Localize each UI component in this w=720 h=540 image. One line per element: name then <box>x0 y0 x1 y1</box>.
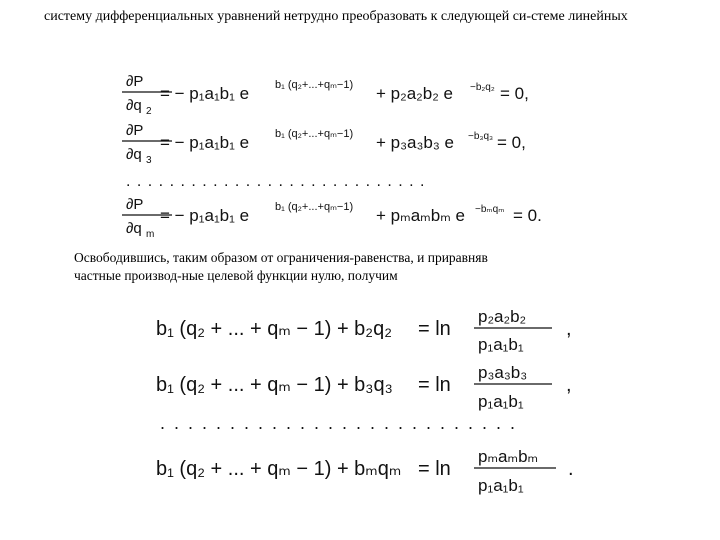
tail-exponent: −b₂q₂ <box>470 82 495 93</box>
equation-body: = − p₁a₁b₁ e <box>160 84 250 103</box>
exponent: b₁ (q₂+...+qₘ−1) <box>275 79 354 91</box>
equation-body: = − p₁a₁b₁ e <box>160 206 250 225</box>
fraction-numerator: pₘaₘbₘ <box>478 447 539 466</box>
denominator-subscript: m <box>146 229 155 240</box>
fraction-denominator: ∂q <box>126 220 142 237</box>
exponent: b₁ (q₂+...+qₘ−1) <box>275 128 354 140</box>
equation-lhs: b₁ (q₂ + ... + qₘ − 1) + b₂q₂ <box>156 318 392 340</box>
fraction-denominator: p₁a₁b₁ <box>478 392 524 411</box>
equation-end: , <box>566 374 572 396</box>
fraction-numerator: p₃a₃b₃ <box>478 363 528 382</box>
exponent: b₁ (q₂+...+qₘ−1) <box>275 201 354 213</box>
equation-lhs: b₁ (q₂ + ... + qₘ − 1) + bₘqₘ <box>156 458 402 480</box>
linear-equation-1 <box>156 307 572 354</box>
equation-body: = − p₁a₁b₁ e <box>160 133 250 152</box>
fraction-denominator: ∂q <box>126 146 142 163</box>
linear-equation-2 <box>156 363 572 411</box>
tail-exponent: −bₘqₘ <box>475 204 505 215</box>
denominator-subscript: 3 <box>146 155 152 166</box>
equals-ln: = ln <box>418 318 451 340</box>
derivative-equation-m <box>122 196 542 240</box>
linear-equation-m <box>156 447 574 495</box>
fraction-denominator: p₁a₁b₁ <box>478 476 524 495</box>
paragraph-line-1: Освободившись, таким образом от ограничения-равенства, и приравняв <box>74 250 488 265</box>
tail-exponent: −b₃q₃ <box>468 131 494 142</box>
fraction-numerator: ∂P <box>126 196 144 213</box>
linear-equation-system <box>0 290 720 540</box>
equation-rhs: = 0, <box>500 84 529 103</box>
ellipsis-row: . . . . . . . . . . . . . . . . . . . . . . . . . . <box>160 413 518 433</box>
equation-rhs: = 0. <box>513 206 542 225</box>
denominator-subscript: 2 <box>146 106 152 117</box>
equation-rhs: = 0, <box>497 133 526 152</box>
intro-text-line: систему дифференциальных уравнений нетрудно преобразовать к следующей си-стеме линейных <box>44 9 628 24</box>
equation-end: . <box>568 458 574 480</box>
equation-lhs: b₁ (q₂ + ... + qₘ − 1) + b₃q₃ <box>156 374 393 396</box>
fraction-denominator: p₁a₁b₁ <box>478 335 524 354</box>
ellipsis-row: . . . . . . . . . . . . . . . . . . . . . . . . . . . . <box>126 173 426 190</box>
derivative-equation-2 <box>122 122 526 166</box>
paragraph-line-2: частные производ-ные целевой функции нулю, получим <box>74 268 398 283</box>
fraction-numerator: ∂P <box>126 73 144 90</box>
equals-ln: = ln <box>418 374 451 396</box>
partial-derivative-system <box>0 0 720 240</box>
fraction-numerator: p₂a₂b₂ <box>478 307 527 326</box>
equation-tail: + pₘaₘbₘ e <box>376 206 465 225</box>
fraction-numerator: ∂P <box>126 122 144 139</box>
equation-tail: + p₂a₂b₂ e <box>376 84 453 103</box>
equation-end: , <box>566 318 572 340</box>
derivative-equation-1 <box>122 73 529 117</box>
equals-ln: = ln <box>418 458 451 480</box>
fraction-denominator: ∂q <box>126 97 142 114</box>
equation-tail: + p₃a₃b₃ e <box>376 133 454 152</box>
